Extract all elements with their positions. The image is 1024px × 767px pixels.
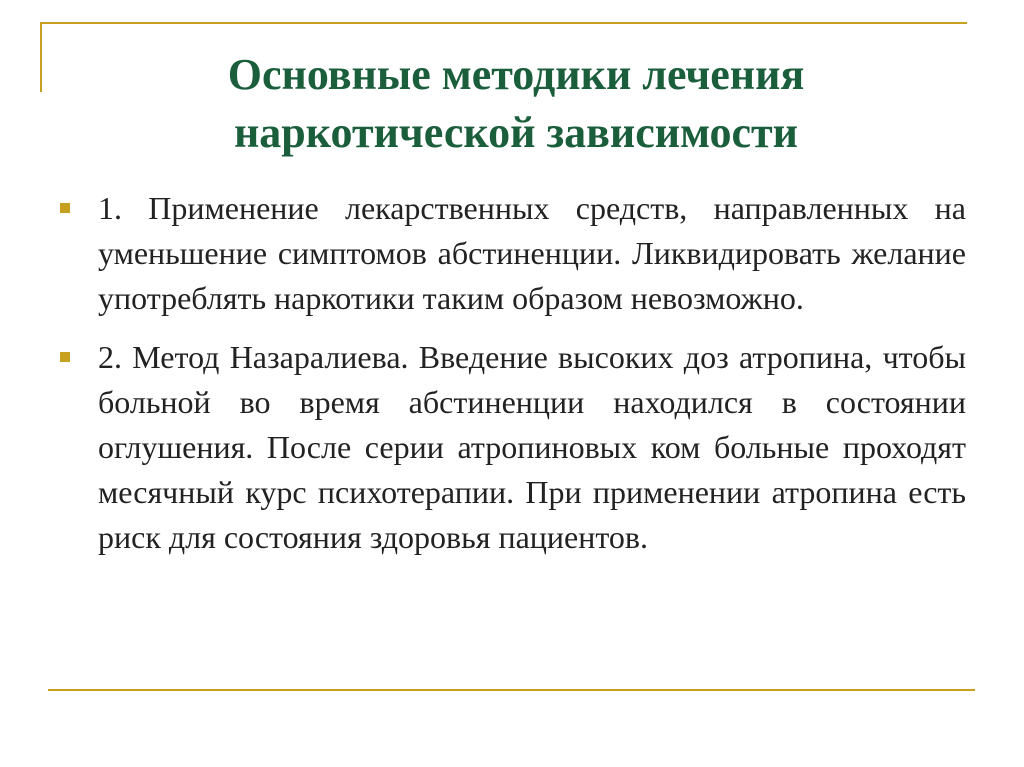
bottom-border-line <box>48 689 975 691</box>
list-item-text: 2. Метод Назаралиева. Введение высоких доз атропина, чтобы больной во время абстиненции находился в состоянии оглушения. После серии атропиновых ком больные проходят месячный курс психотерапии. При применении атропина есть риск для состояния здоровья пациентов. <box>98 339 966 555</box>
slide-title-line-1: Основные методики лечения <box>227 50 805 99</box>
list-item-text: 1. Применение лекарственных средств, направленных на уменьшение симптомов абстиненции. Ликвидировать желание употреблять наркотики таким образом невозможно. <box>98 190 966 316</box>
square-bullet-icon <box>60 203 70 213</box>
list-item <box>58 335 966 560</box>
left-border-line <box>40 22 42 92</box>
slide-title <box>60 46 972 162</box>
slide-title-line-2: наркотической зависимости <box>233 108 799 157</box>
list-item <box>58 186 966 321</box>
top-border-line <box>40 22 967 24</box>
bullet-list <box>58 186 966 574</box>
square-bullet-icon <box>60 352 70 362</box>
